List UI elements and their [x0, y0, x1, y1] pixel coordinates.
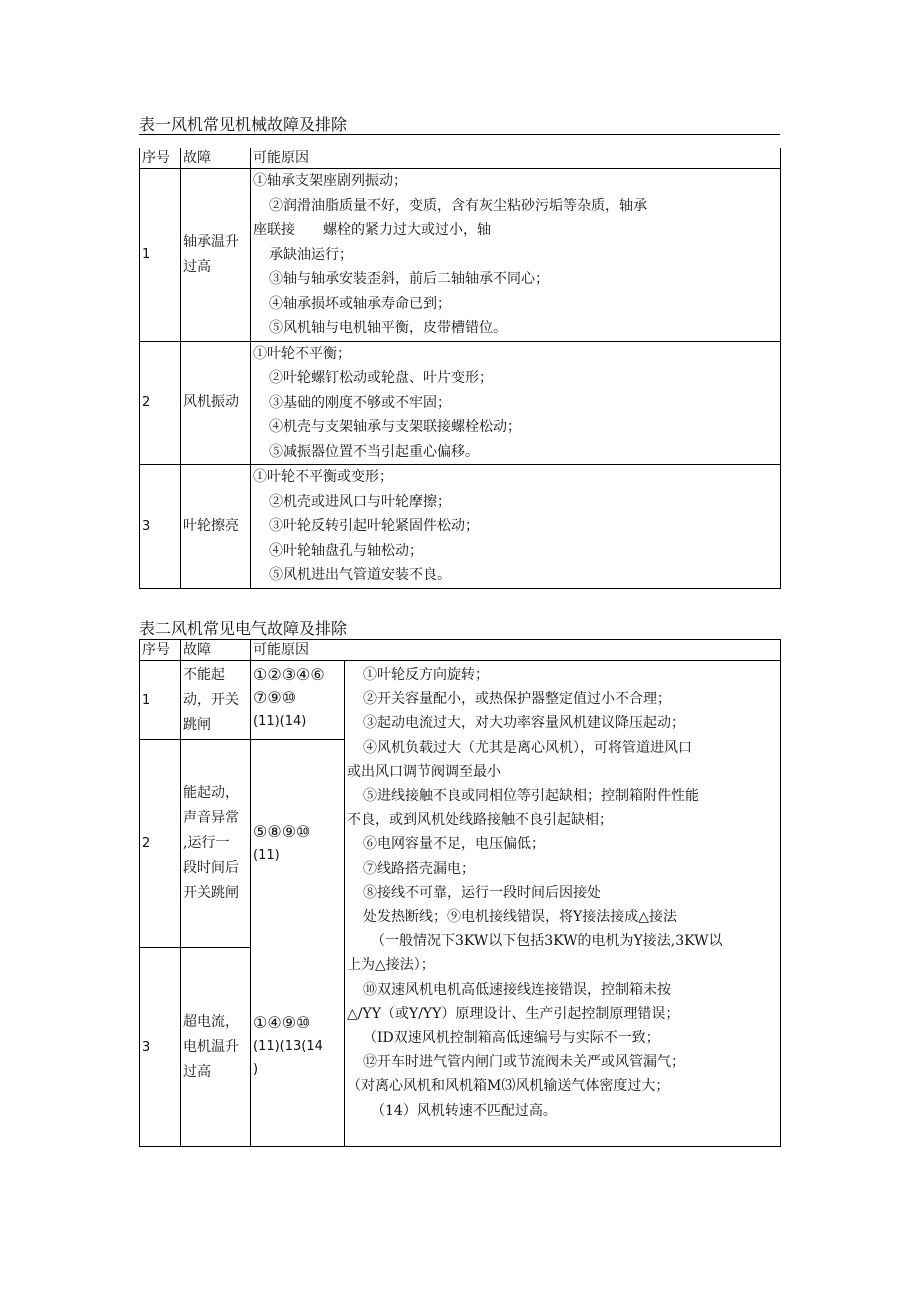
cause-line: ②机壳或进风口与叶轮摩擦； [269, 493, 451, 510]
cause-codes-cell [251, 661, 345, 740]
cause-line: ⑩双速风机电机高低速接线连接错误，控制箱未按 [363, 981, 671, 998]
cause-line: ④风机负载过大（尤其是离心风机），可将管道进风口 [363, 739, 692, 756]
cause-codes-line: (11)(13(14 [253, 1039, 323, 1055]
row-number: 1 [140, 661, 181, 740]
fault-line: 能起动， [183, 785, 239, 801]
fault-line: ,运行一 [183, 835, 230, 851]
cause-line: （14）风机转速不匹配过高。 [371, 1102, 557, 1119]
fault-cell [181, 661, 251, 740]
fault-cell [181, 465, 251, 589]
fault-line: 电机温升 [183, 1038, 239, 1055]
table1-caption: 表一风机常见机械故障及排除 [139, 115, 348, 134]
row-number: 1 [140, 169, 181, 342]
causes-cell [251, 169, 781, 342]
cause-line: 或出风口调节阀调至最小 [347, 763, 501, 780]
table1-header-causes: 可能原因 [251, 148, 781, 169]
table2-header-fault: 故障 [181, 640, 251, 661]
cause-line: ①轴承支架座剧列振动； [253, 173, 407, 189]
table2-header-row [140, 640, 781, 661]
fault-line: 过高 [183, 1063, 211, 1080]
cause-codes-cell [251, 948, 345, 1147]
row-number: 3 [140, 465, 181, 589]
causes-cell [251, 465, 781, 589]
fault-line: 跳闸 [183, 716, 211, 733]
table1-row [140, 465, 781, 589]
fault-cell [181, 740, 251, 948]
cause-line: ⑤进线接触不良或同相位等引起缺相；控制箱附件性能 [363, 788, 699, 805]
cause-line: 处发热断线；⑨电机接线错误，将Y接法接成△接法 [363, 909, 678, 926]
fault-line: 风机振动 [183, 394, 239, 411]
cause-codes-line: ⑤⑧⑨⑩ [253, 821, 311, 841]
cause-line: ④轴承损坏或轴承寿命已到； [269, 295, 451, 312]
cause-codes-line: (11)(14) [253, 714, 307, 729]
fault-line: 轴承温升 [183, 233, 239, 250]
fault-cell [181, 169, 251, 342]
cause-line: 承缺油运行； [269, 246, 353, 263]
cause-line: 上为△接法）； [347, 957, 435, 974]
cause-line: ②润滑油脂质量不好，变质，含有灰尘粘砂污垢等杂质，轴承 [269, 197, 647, 214]
row-number: 2 [140, 341, 181, 465]
cause-line: ③起动电流过大，对大功率容量风机建议降压起动； [363, 715, 685, 732]
table1-header-fault: 故障 [181, 148, 251, 169]
table2 [139, 639, 781, 1147]
cause-codes-line: (11) [253, 847, 280, 863]
cause-line: ④机壳与支架轴承与支架联接螺栓松动； [269, 419, 521, 435]
fault-line: 叶轮擦亮 [183, 517, 239, 534]
cause-line: ⑤风机轴与电机轴平衡，皮带槽错位。 [269, 320, 507, 336]
cause-line: （对离心风机和风机箱M⑶风机输送气体密度过大； [347, 1078, 670, 1095]
cause-line: ③叶轮反转引起叶轮紧固件松动； [269, 518, 479, 534]
causes-cell [251, 341, 781, 465]
cause-line: ④叶轮轴盘孔与轴松动； [269, 542, 423, 559]
table1-header-row [140, 148, 781, 169]
table1 [139, 148, 781, 589]
cause-codes-line: ⑦⑨⑩ [253, 688, 297, 707]
table2-header-no: 序号 [140, 640, 181, 661]
cause-line: ①叶轮不平衡； [253, 345, 351, 362]
table1-top-rule [139, 134, 780, 135]
cause-line: ③基础的刚度不够或不牢固； [269, 394, 451, 411]
cause-line: ②开关容量配小，或热保护器整定值过小不合理； [363, 691, 671, 708]
fault-line: 动，开关 [183, 691, 239, 708]
fault-line: 过高 [183, 258, 211, 275]
table1-header-no: 序号 [140, 148, 181, 169]
fault-line: 开关跳闸 [183, 885, 239, 901]
row-number: 3 [140, 948, 181, 1147]
fault-line: 段时间后 [183, 860, 239, 876]
shared-causes-cell [345, 661, 781, 1147]
cause-line: ⑫开车时进气管内闸门或节流阀未关严或风管漏气； [363, 1054, 685, 1071]
cause-line: ⑦线路搭壳漏电； [363, 860, 475, 877]
table1-row [140, 341, 781, 465]
fault-line: 声音异常 [183, 810, 239, 826]
cause-line: （ID双速风机控制箱高低速编号与实际不一致； [363, 1030, 660, 1047]
cause-codes-cell [251, 740, 345, 948]
table1-row [140, 169, 781, 342]
cause-line: 座联接 螺栓的紧力过大或过小，轴 [253, 222, 491, 238]
row-number: 2 [140, 740, 181, 948]
cause-line: △/YY（或Y/YY）原理设计、生产引起控制原理错误； [347, 1005, 680, 1022]
cause-codes-line: ) [253, 1062, 259, 1078]
fault-line: 不能起 [183, 666, 225, 683]
fault-cell [181, 948, 251, 1147]
fault-line: 超电流， [183, 1013, 239, 1030]
cause-line: 不良，或到风机处线路接触不良引起缺相； [347, 812, 613, 829]
cause-codes-line: ①②③④⑥ [253, 665, 325, 684]
cause-line: ③轴与轴承安装歪斜，前后二轴轴承不同心； [269, 271, 549, 287]
cause-codes-line: ①④⑨⑩ [253, 1013, 311, 1033]
cause-line: ①叶轮反方向旋转； [363, 667, 489, 683]
cause-line: （一般情况下3KW以下包括3KW的电机为Y接法,3KW以 [371, 933, 723, 950]
cause-line: ①叶轮不平衡或变形； [253, 469, 393, 485]
cause-line: ⑤减振器位置不当引起重心偏移。 [269, 443, 479, 460]
table2-caption: 表二风机常见电气故障及排除 [139, 619, 348, 638]
cause-line: ⑧接线不可靠，运行一段时间后因接处 [363, 884, 601, 901]
table2-row [140, 661, 781, 740]
cause-line: ②叶轮螺钉松动或轮盘、叶片变形； [269, 370, 493, 386]
cause-line: ⑤风机进出气管道安装不良。 [269, 567, 451, 583]
cause-line: ⑥电网容量不足，电压偏低； [363, 836, 545, 853]
table2-header-causes: 可能原因 [251, 640, 781, 661]
fault-cell [181, 341, 251, 465]
